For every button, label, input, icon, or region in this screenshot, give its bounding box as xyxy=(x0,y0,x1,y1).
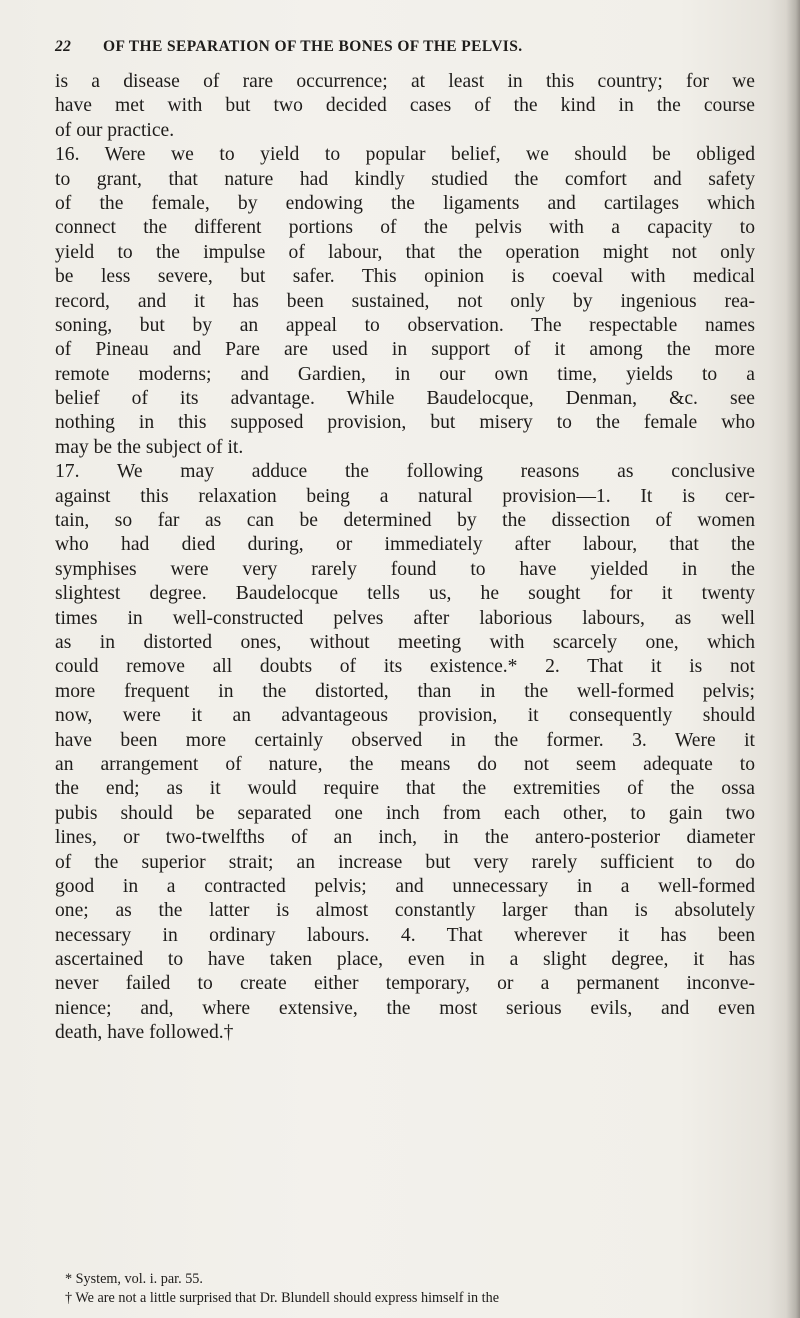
text-line: 17. We may adduce the following reasons as conclusive xyxy=(55,461,755,483)
text-line: necessary in ordinary labours. 4. That wherever it has been xyxy=(55,924,755,946)
footnotes xyxy=(55,1270,755,1308)
text-line: remote moderns; and Gardien, in our own time, yields to a xyxy=(55,363,755,385)
text-line: to grant, that nature had kindly studied the comfort and safety xyxy=(55,168,755,190)
text-line: never failed to create either temporary, or a permanent inconve- xyxy=(55,973,755,995)
text-line: belief of its advantage. While Baudelocque, Denman, &c. see xyxy=(55,388,755,410)
text-line: who had died during, or immediately after labour, that the xyxy=(55,534,755,556)
text-line: have met with but two decided cases of the kind in the course xyxy=(55,95,755,117)
footnote: * System, vol. i. par. 55. xyxy=(65,1271,203,1287)
text-line: may be the subject of it. xyxy=(55,436,244,458)
text-line: more frequent in the distorted, than in the well-formed pelvis; xyxy=(55,680,755,702)
text-line: ascertained to have taken place, even in a slight degree, it has xyxy=(55,949,755,971)
text-line: tain, so far as can be determined by the dissection of women xyxy=(55,510,755,532)
text-line: is a disease of rare occurrence; at least in this country; for we xyxy=(55,71,755,92)
text-line: yield to the impulse of labour, that the operation might not only xyxy=(55,241,755,263)
footnote: † We are not a little surprised that Dr. Blundell should express himself in the xyxy=(65,1290,499,1306)
page-edge-shadow xyxy=(786,0,800,1318)
running-header xyxy=(55,38,755,56)
text-line: nience; and, where extensive, the most serious evils, and even xyxy=(55,997,755,1019)
text-line: the end; as it would require that the extremities of the ossa xyxy=(55,778,755,800)
text-line: of Pineau and Pare are used in support of it among the more xyxy=(55,339,755,361)
text-line: now, were it an advantageous provision, it consequently should xyxy=(55,705,755,727)
text-line: have been more certainly observed in the former. 3. Were it xyxy=(55,729,755,751)
running-title: OF THE SEPARATION OF THE BONES OF THE PELVIS. xyxy=(103,38,523,55)
body-text xyxy=(55,70,755,1046)
text-line: one; as the latter is almost constantly larger than is absolutely xyxy=(55,900,755,922)
text-line: record, and it has been sustained, not only by ingenious rea- xyxy=(55,290,755,312)
text-line: of the superior strait; an increase but very rarely sufficient to do xyxy=(55,851,755,873)
text-line: soning, but by an appeal to observation. The respectable names xyxy=(55,314,755,336)
text-line: lines, or two-twelfths of an inch, in the antero-posterior diameter xyxy=(55,827,755,849)
text-line: could remove all doubts of its existence.* 2. That it is not xyxy=(55,656,755,678)
text-line: slightest degree. Baudelocque tells us, he sought for it twenty xyxy=(55,583,755,605)
page-number: 22 xyxy=(55,38,72,55)
text-line: times in well-constructed pelves after laborious labours, as well xyxy=(55,607,755,629)
text-line: pubis should be separated one inch from each other, to gain two xyxy=(55,802,755,824)
text-line: death, have followed.† xyxy=(55,1022,234,1044)
text-line: good in a contracted pelvis; and unnecessary in a well-formed xyxy=(55,875,755,897)
text-line: symphises were very rarely found to have yielded in the xyxy=(55,558,755,580)
text-line: of the female, by endowing the ligaments and cartilages which xyxy=(55,192,755,214)
text-line: be less severe, but safer. This opinion is coeval with medical xyxy=(55,266,755,288)
text-line: 16. Were we to yield to popular belief, we should be obliged xyxy=(55,144,755,166)
text-line: connect the different portions of the pelvis with a capacity to xyxy=(55,217,755,239)
text-line: against this relaxation being a natural provision—1. It is cer- xyxy=(55,485,755,507)
text-line: of our practice. xyxy=(55,119,175,141)
text-line: an arrangement of nature, the means do not seem adequate to xyxy=(55,753,755,775)
text-line: nothing in this supposed provision, but misery to the female who xyxy=(55,412,755,434)
text-line: as in distorted ones, without meeting with scarcely one, which xyxy=(55,631,755,653)
